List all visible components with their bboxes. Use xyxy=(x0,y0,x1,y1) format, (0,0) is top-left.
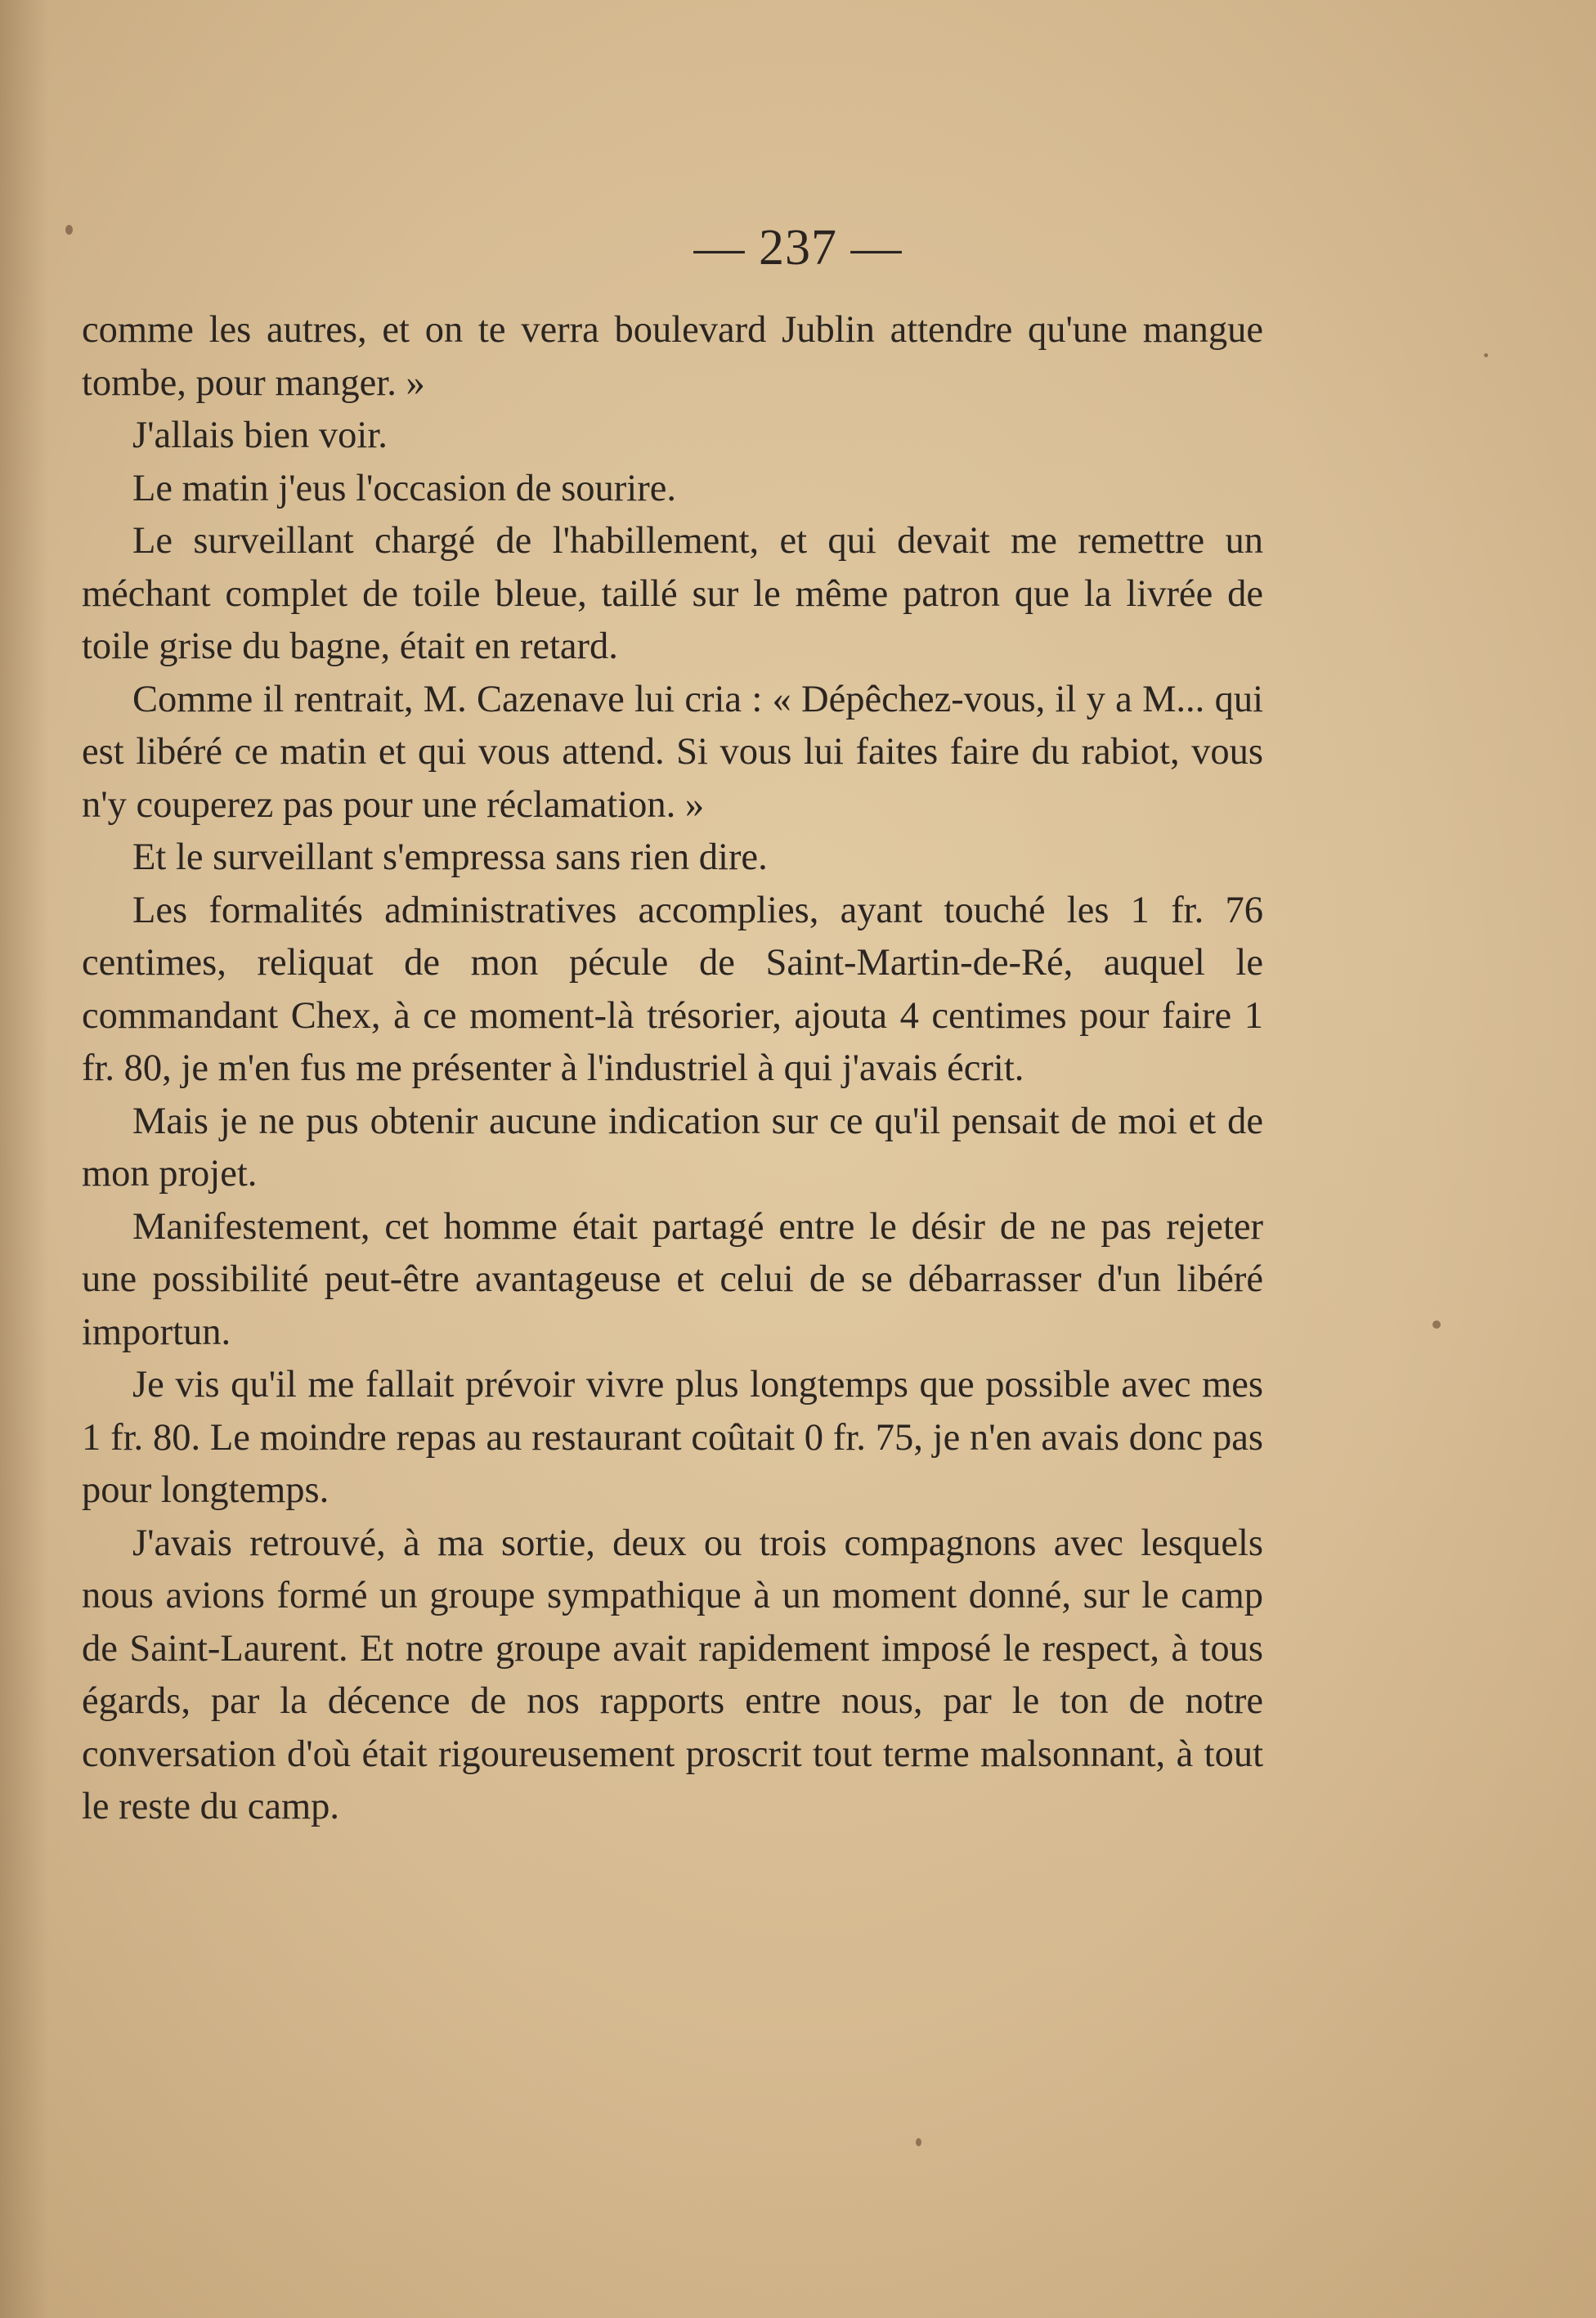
body-text xyxy=(82,304,1263,1834)
paragraph: Le surveillant chargé de l'habillement, et qui devait me remettre un méchant complet de toile bleue, taillé sur le même patron que la livrée de toile grise du bagne, était en retard. xyxy=(82,520,1263,667)
paper-speck xyxy=(1432,1320,1441,1329)
paragraph: Je vis qu'il me fallait prévoir vivre plus longtemps que possible avec mes 1 fr. 80. Le moindre repas au restaurant coûtait 0 fr. 75, je n'en avais donc pas pour longtemps. xyxy=(82,1364,1263,1511)
paragraph: Comme il rentrait, M. Cazenave lui cria : « Dépêchez-vous, il y a M... qui est libéré ce matin et qui vous attend. Si vous lui faites faire du rabiot, vous n'y couperez pas pour une réclamation. » xyxy=(82,678,1263,826)
paragraph: Manifestement, cet homme était partagé entre le désir de ne pas rejeter une possibilité peut-être avantageuse et celui de se débarrasser d'un libéré importun. xyxy=(82,1205,1263,1353)
page-number: — 237 — xyxy=(693,220,903,276)
paragraph: J'avais retrouvé, à ma sortie, deux ou trois compagnons avec lesquels nous avions formé un groupe sympathique à un moment donné, sur le camp de Saint-Laurent. Et notre groupe avait rapidement imposé le respect, à tous égards, par la décence de nos rapports entre nous, par le ton de notre conversation d'où était rigoureusement proscrit tout terme malsonnant, à tout le reste du camp. xyxy=(82,1522,1263,1827)
paragraph: comme les autres, et on te verra boulevard Jublin attendre qu'une mangue tombe, pour manger. » xyxy=(82,309,1263,404)
paragraph: Le matin j'eus l'occasion de sourire. xyxy=(132,467,676,509)
paragraph: Et le surveillant s'empressa sans rien dire. xyxy=(132,836,768,878)
paragraph: J'allais bien voir. xyxy=(132,415,388,456)
paper-speck xyxy=(65,225,73,235)
paper-speck xyxy=(1484,353,1488,357)
paragraph: Mais je ne pus obtenir aucune indication sur ce qu'il pensait de moi et de mon projet. xyxy=(82,1100,1263,1195)
paper-speck xyxy=(916,2138,921,2146)
page-edge-shadow xyxy=(0,0,49,2318)
paragraph: Les formalités administratives accomplies, ayant touché les 1 fr. 76 centimes, reliquat de mon pécule de Saint-Martin-de-Ré, auquel le commandant Chex, à ce moment-là trésorier, ajouta 4 centimes pour faire 1 fr. 80, je m'en fus me présenter à l'industriel à qui j'avais écrit. xyxy=(82,889,1263,1089)
